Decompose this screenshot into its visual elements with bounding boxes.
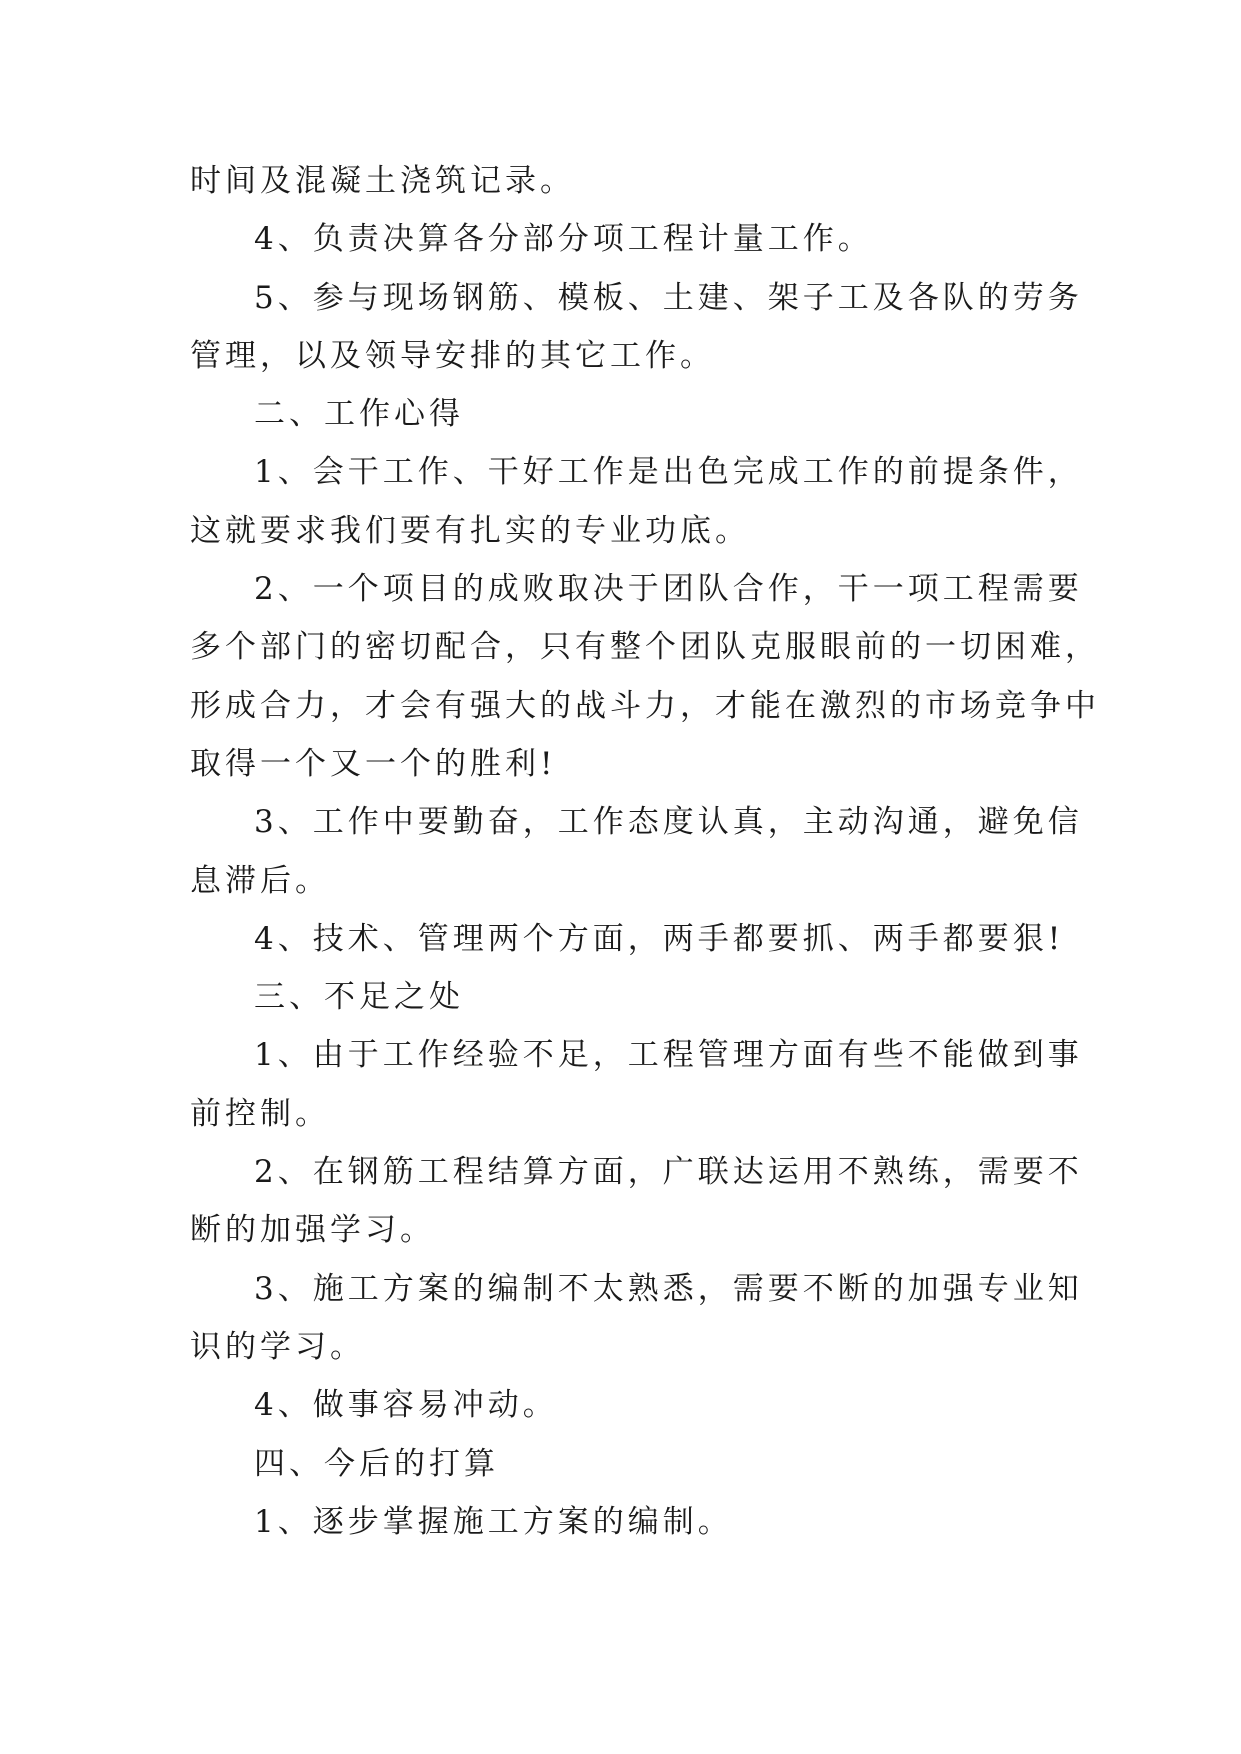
text-line: 1、逐步掌握施工方案的编制。 bbox=[254, 1503, 733, 1540]
text-line: 形成合力，才会有强大的战斗力，才能在激烈的市场竞争中 bbox=[190, 687, 1100, 724]
text-line: 2、一个项目的成败取决于团队合作，干一项工程需要 bbox=[254, 571, 1083, 608]
text-line: 管理，以及领导安排的其它工作。 bbox=[190, 337, 715, 374]
text-line: 识的学习。 bbox=[190, 1328, 365, 1365]
text-line: 息滞后。 bbox=[190, 862, 330, 899]
text-line: 时间及混凝土浇筑记录。 bbox=[190, 163, 575, 199]
text-line: 多个部门的密切配合，只有整个团队克服眼前的一切困难， bbox=[190, 629, 1100, 666]
section-heading: 四、今后的打算 bbox=[254, 1445, 499, 1482]
text-line: 4、技术、管理两个方面，两手都要抓、两手都要狠! bbox=[254, 920, 1065, 957]
text-line: 5、参与现场钢筋、模板、土建、架子工及各队的劳务 bbox=[254, 279, 1083, 316]
text-line: 4、负责决算各分部分项工程计量工作。 bbox=[254, 221, 873, 258]
text-line: 前控制。 bbox=[190, 1095, 330, 1132]
text-line: 断的加强学习。 bbox=[190, 1212, 435, 1249]
text-line: 2、在钢筋工程结算方面，广联达运用不熟练，需要不 bbox=[254, 1154, 1083, 1191]
text-line: 这就要求我们要有扎实的专业功底。 bbox=[190, 512, 750, 549]
document-body bbox=[190, 152, 1100, 1551]
text-line: 3、施工方案的编制不太熟悉，需要不断的加强专业知 bbox=[254, 1270, 1083, 1307]
text-line: 4、做事容易冲动。 bbox=[254, 1387, 558, 1424]
text-line: 3、工作中要勤奋，工作态度认真，主动沟通，避免信 bbox=[254, 804, 1083, 841]
text-line: 取得一个又一个的胜利! bbox=[190, 745, 557, 782]
section-heading: 二、工作心得 bbox=[254, 396, 464, 433]
text-line: 1、由于工作经验不足，工程管理方面有些不能做到事 bbox=[254, 1037, 1083, 1074]
text-line: 1、会干工作、干好工作是出色完成工作的前提条件， bbox=[254, 454, 1083, 491]
section-heading: 三、不足之处 bbox=[254, 979, 464, 1016]
